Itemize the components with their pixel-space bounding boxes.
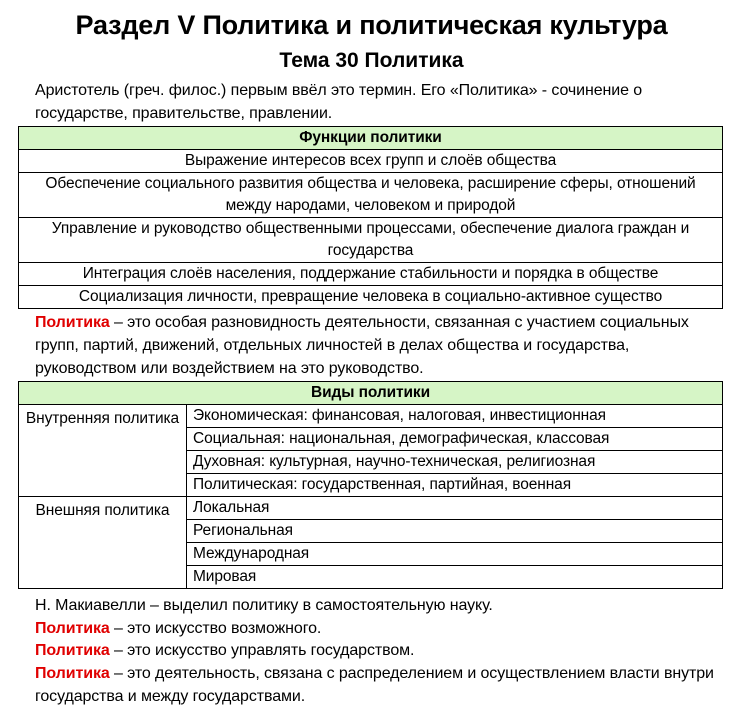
types-item: Региональная (187, 520, 723, 543)
types-item: Международная (187, 543, 723, 566)
function-row: Социализация личности, превращение человека в социально-активное существо (19, 286, 723, 309)
definition-paragraph-4 (35, 662, 725, 708)
types-table-header: Виды политики (19, 382, 723, 405)
page-subtitle: Тема 30 Политика (279, 49, 464, 72)
definition-term: Политика (35, 620, 110, 637)
types-item: Мировая (187, 566, 723, 589)
function-row: Интеграция слоёв населения, поддержание стабильности и порядка в обществе (19, 263, 723, 286)
machiavelli-line: Н. Макиавелли – выделил политику в самостоятельную науку. (35, 597, 493, 614)
functions-table-header: Функции политики (19, 127, 723, 150)
types-category: Внутренняя политика (19, 405, 187, 497)
definition-text: – это искусство возможного. (109, 620, 322, 637)
definition-term: Политика (35, 665, 110, 682)
types-item: Экономическая: финансовая, налоговая, инвестиционная (187, 405, 723, 428)
definition-paragraph-1 (35, 311, 725, 380)
definition-paragraph-2 (35, 617, 725, 640)
types-item: Политическая: государственная, партийная, военная (187, 474, 723, 497)
definition-text: – это особая разновидность деятельности, связанная с участием социальных групп, партий, движений, отдельных личностей в делах общества и государства, руководством или воздействием на это руководство. (35, 314, 689, 377)
intro-paragraph: Аристотель (греч. филос.) первым ввёл это термин. Его «Политика» - сочинение о государстве, правительстве, правлении. (35, 82, 643, 122)
types-item: Локальная (187, 497, 723, 520)
definition-paragraph-3 (35, 639, 725, 662)
functions-table (18, 126, 723, 309)
types-category: Внешняя политика (19, 497, 187, 589)
definition-text: – это искусство управлять государством. (109, 642, 415, 659)
types-item: Социальная: национальная, демографическая, классовая (187, 428, 723, 451)
function-row: Обеспечение социального развития общества и человека, расширение сферы, отношений между народами, человеком и природой (19, 173, 723, 218)
function-row: Выражение интересов всех групп и слоёв общества (19, 150, 723, 173)
definition-term: Политика (35, 642, 110, 659)
function-row: Управление и руководство общественными процессами, обеспечение диалога граждан и государства (19, 218, 723, 263)
page-title: Раздел V Политика и политическая культура (75, 10, 668, 40)
types-item: Духовная: культурная, научно-техническая, религиозная (187, 451, 723, 474)
types-table (18, 381, 723, 589)
definition-term: Политика (35, 314, 110, 331)
definition-text: – это деятельность, связана с распределением и осуществлением власти внутри государства и между государствами. (35, 665, 714, 705)
